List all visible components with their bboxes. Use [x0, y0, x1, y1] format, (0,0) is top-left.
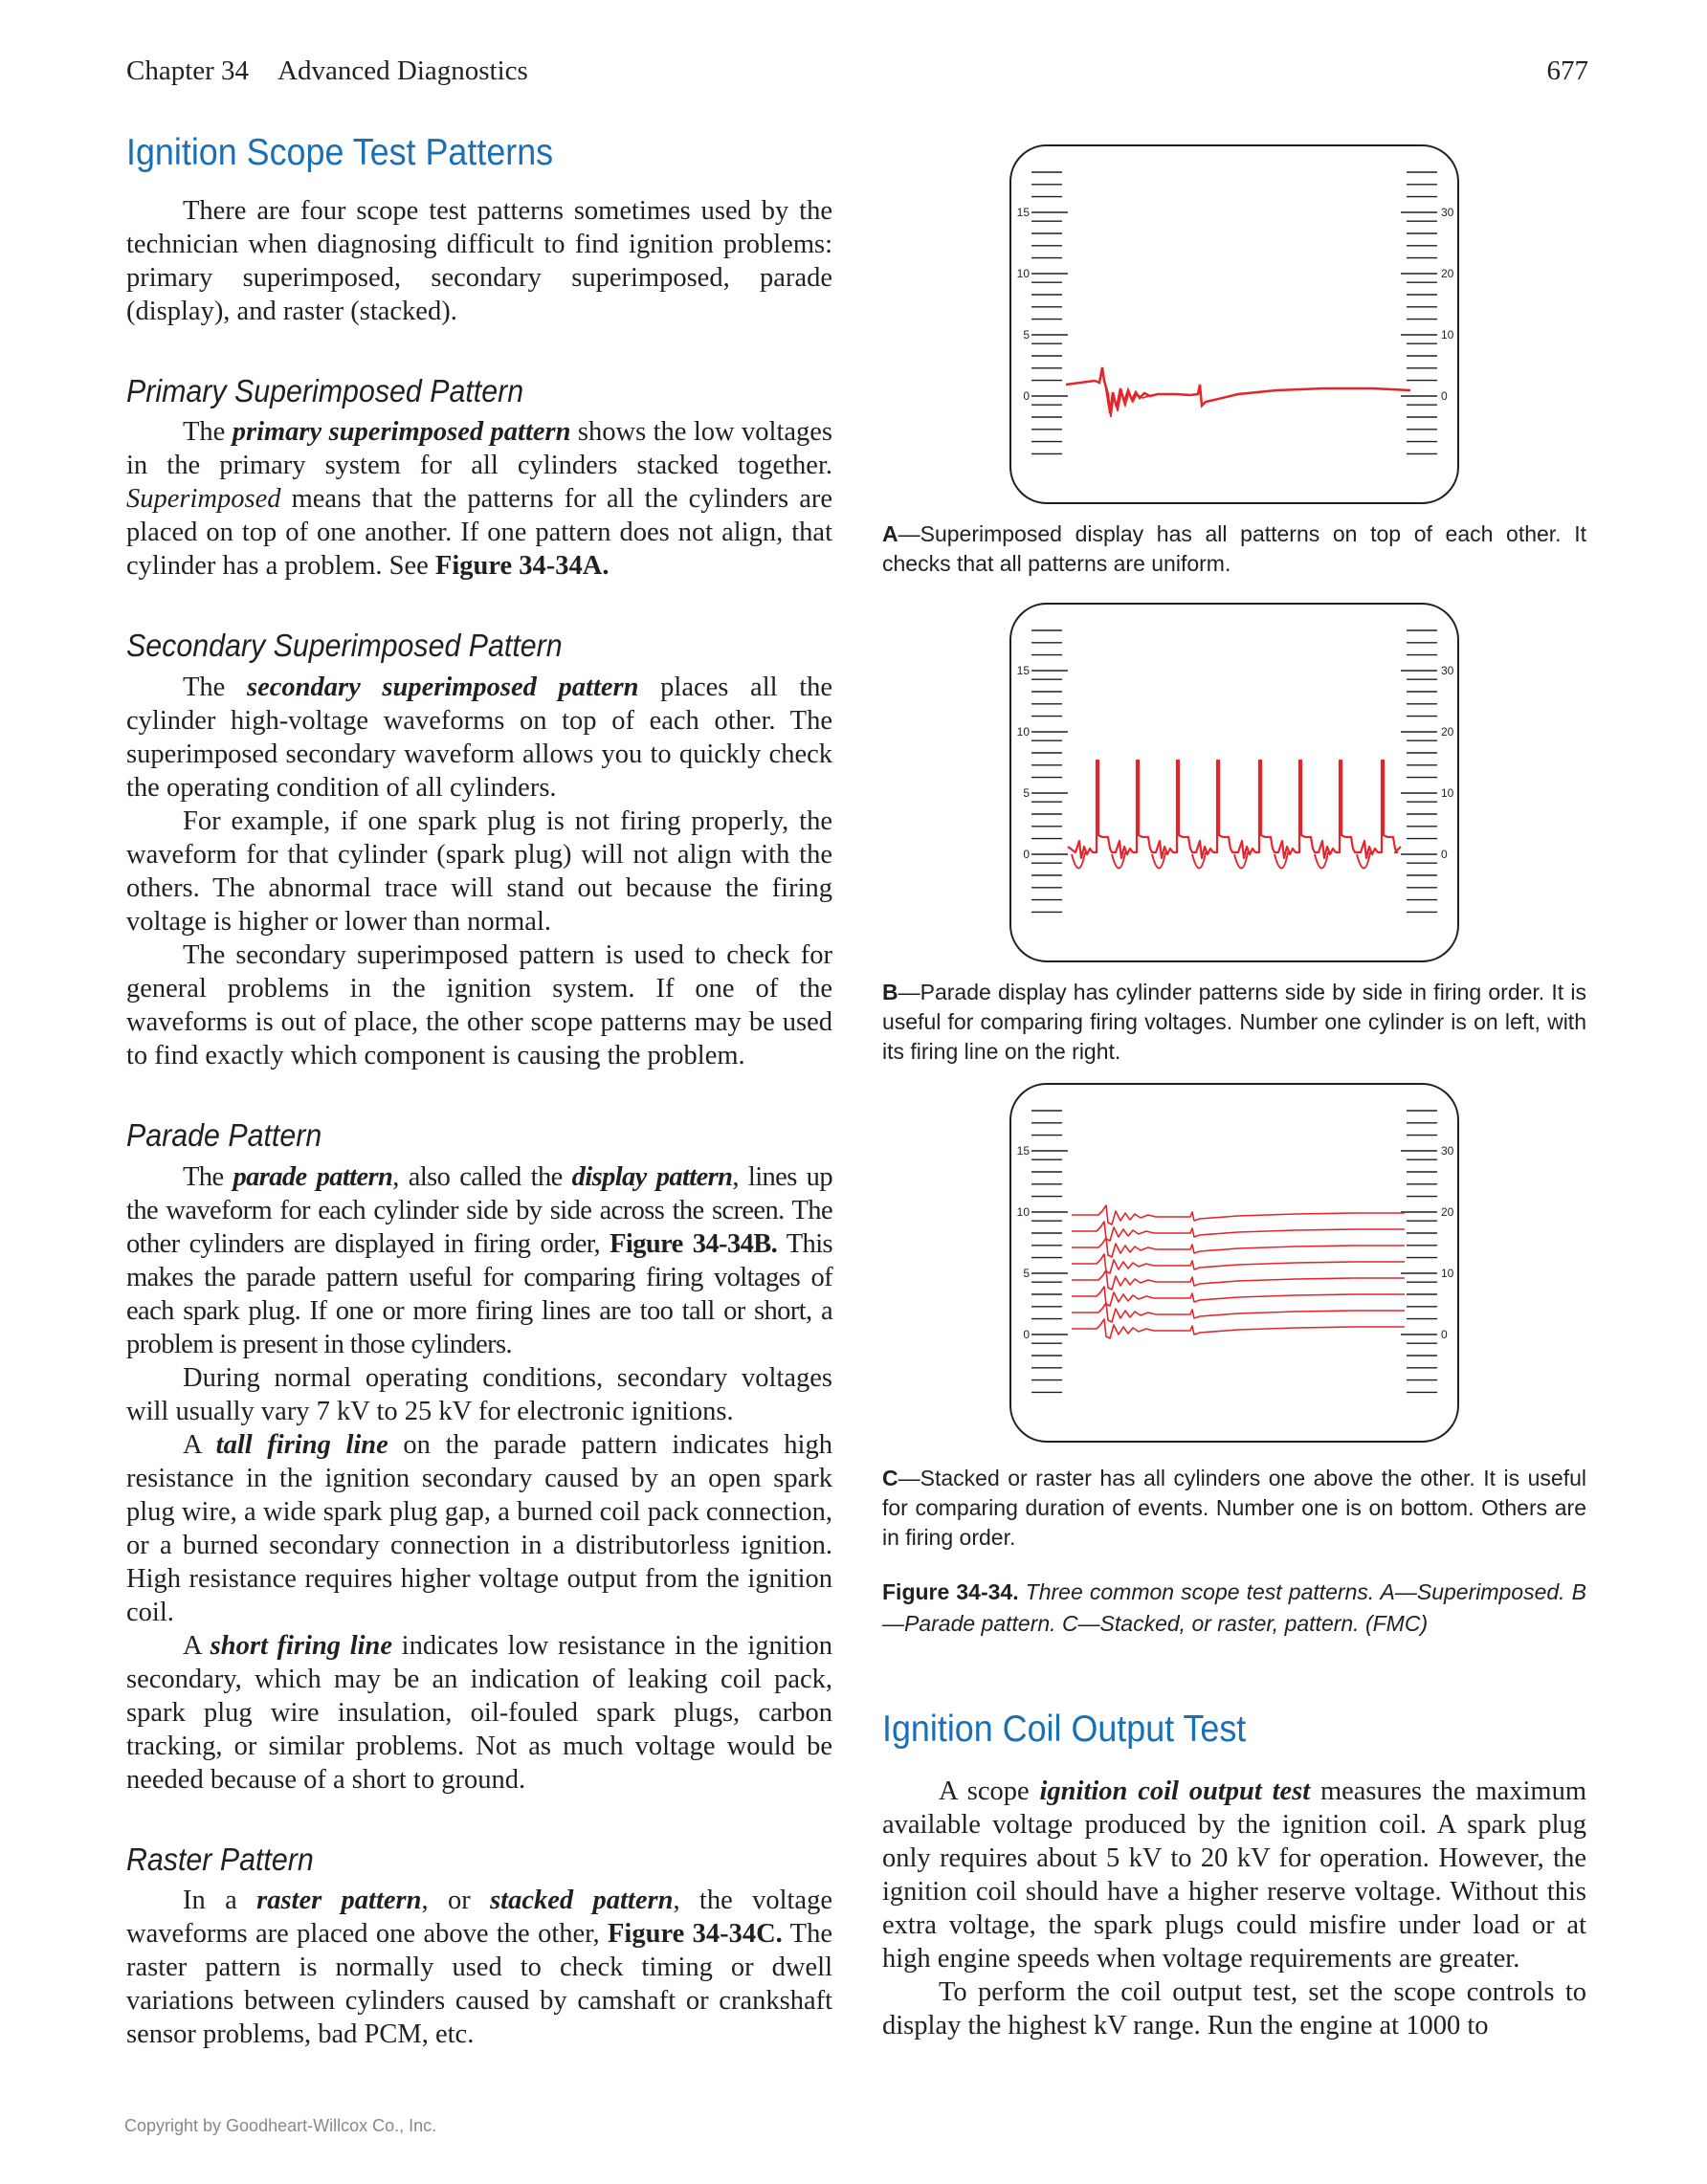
- term-stacked-pattern: stacked pattern: [490, 1886, 674, 1916]
- chapter-title: Advanced Diagnostics: [277, 55, 528, 86]
- term-tall-firing-line: tall firing line: [215, 1429, 388, 1460]
- figure-caption: Figure 34-34. Three common scope test patterns. A—Superimposed. B—Parade pattern. C—Stacked, or raster, pattern. (FMC): [882, 1579, 1586, 1636]
- subheading-raster: Raster Pattern: [126, 1841, 314, 1877]
- caption-c: C—Stacked or raster has all cylinders one above the other. It is useful for comparing duration of events. Number one is on bottom. Others are in firing order.: [882, 1466, 1586, 1550]
- subheading-primary: Primary Superimposed Pattern: [126, 372, 524, 408]
- scope-scale-label-right: 30: [1441, 1144, 1454, 1158]
- scope-scale-label-left: 10: [1016, 725, 1030, 739]
- scope-scale-label-right: 10: [1441, 786, 1454, 800]
- subheading-parade: Parade Pattern: [126, 1117, 322, 1154]
- parade-trace: [1068, 761, 1401, 869]
- secondary-paragraph-3: The secondary superimposed pattern is used to check for general problems in the ignition system. If one of the waveforms is out of place, the other scope patterns may be used to find exactly which component is causing the problem.: [126, 940, 832, 1071]
- figure-ref-34a: Figure 34-34A.: [434, 551, 610, 582]
- raster-trace: [1072, 1205, 1405, 1338]
- scope-scale-label-right: 30: [1441, 206, 1454, 219]
- scope-scale-label-right: 20: [1441, 725, 1454, 739]
- chapter-label: Chapter 34: [126, 55, 250, 86]
- term-display-pattern: display pattern: [571, 1161, 733, 1192]
- parade-paragraph-4: A short firing line indicates low resistance in the ignition secondary, which may be an indication of leaking coil pack, spark plug wire insulation, oil-fouled spark plugs, carbon tracking, or similar problems. Not as much voltage would be needed because of a short to ground.: [126, 1630, 832, 1795]
- scope-scale-label-left: 15: [1016, 664, 1030, 677]
- section-heading-scope-patterns: Ignition Scope Test Patterns: [126, 132, 554, 173]
- primary-paragraph: The primary superimposed pattern shows the low voltages in the primary system for all cylinders stacked together. Superimposed means that the patterns for all the cylinders are placed on top of one another. If one pattern does not align, that cylinder has a problem. See Figure 34-34A.: [126, 417, 833, 582]
- secondary-paragraph-1: The secondary superimposed pattern places all the cylinder high-voltage waveforms on top of each other. The superimposed secondary waveform allows you to quickly check the operating condition of all cylinders.: [126, 673, 833, 804]
- scope-raster-display: [1009, 1082, 1460, 1444]
- coil-paragraph-1: A scope ignition coil output test measures the maximum available voltage produced by the ignition coil. A spark plug only requires about 5 kV to 20 kV for operation. However, the ignition coil should have a higher reserve voltage. Without this extra voltage, the spark plugs could misfire under load or at high engine speeds when voltage requirements are greater.: [882, 1776, 1586, 1974]
- caption-a: A—Superimposed display has all patterns on top of each other. It checks that all patterns are uniform.: [882, 521, 1586, 576]
- scope-scale-label-left: 5: [1023, 328, 1030, 342]
- scope-scale-label-left: 10: [1016, 1205, 1030, 1219]
- scope-bezel: [1010, 1084, 1458, 1442]
- term-parade-pattern: parade pattern: [233, 1161, 393, 1192]
- scope-scale-label-right: 0: [1441, 389, 1448, 403]
- parade-paragraph-2: During normal operating conditions, secondary voltages will usually vary 7 kV to 25 kV for electronic ignitions.: [126, 1362, 832, 1426]
- coil-output-section: [882, 1709, 1586, 2042]
- scope-scale-label-left: 10: [1016, 267, 1030, 280]
- subheading-secondary: Secondary Superimposed Pattern: [126, 628, 563, 664]
- figure-ref-34b: Figure 34-34B.: [610, 1228, 778, 1259]
- scope-scale-label-right: 10: [1441, 328, 1454, 342]
- term-primary-superimposed: primary superimposed pattern: [232, 417, 571, 448]
- copyright-footer: Copyright by Goodheart-Willcox Co., Inc.: [124, 2116, 437, 2135]
- parade-paragraph-1: The parade pattern, also called the display pattern, lines up the waveform for each cylinder side by side across the screen. The other cylinders are displayed in firing order, Figure 34-34B. This makes the parade pattern useful for comparing firing voltages of each spark plug. If one or more firing lines are too tall or short, a problem is present in those cylinders.: [126, 1161, 833, 1359]
- secondary-paragraph-2: For example, if one spark plug is not firing properly, the waveform for that cylinder (spark plug) will not align with the others. The abnormal trace will stand out because the firing voltage is higher or lower than normal.: [126, 806, 832, 938]
- term-short-firing-line: short firing line: [210, 1630, 393, 1661]
- figure-label: Figure 34-34.: [882, 1579, 1019, 1604]
- page-number: 677: [1546, 55, 1588, 86]
- scope-scale-label-right: 0: [1441, 1328, 1448, 1341]
- term-secondary-superimposed: secondary superimposed pattern: [246, 673, 639, 703]
- term-ignition-coil-output-test: ignition coil output test: [1039, 1776, 1311, 1806]
- scope-scale-label-left: 5: [1023, 1267, 1030, 1280]
- caption-b: B—Parade display has cylinder patterns side by side in firing order. It is useful for comparing firing voltages. Number one cylinder is on left, with its firing line on the right.: [882, 980, 1586, 1064]
- scope-scale-label-right: 20: [1441, 1205, 1454, 1219]
- superimposed-trace: [1066, 367, 1410, 413]
- running-header: [126, 55, 528, 87]
- scope-scale-label-left: 15: [1016, 1144, 1030, 1158]
- scope-parade-display: [1009, 602, 1460, 963]
- scope-scale-label-right: 0: [1441, 848, 1448, 861]
- section-heading-coil-output: Ignition Coil Output Test: [882, 1709, 1247, 1750]
- scope-scale-label-left: 0: [1023, 848, 1030, 861]
- scope-bezel: [1010, 145, 1458, 503]
- scope-scale-label-left: 0: [1023, 389, 1030, 403]
- coil-paragraph-2: To perform the coil output test, set the scope controls to display the highest kV range. Run the engine at 1000 to: [882, 1976, 1586, 2041]
- scope-scale-label-left: 0: [1023, 1328, 1030, 1341]
- scope-bezel: [1010, 604, 1458, 961]
- scope-scale-label-right: 10: [1441, 1267, 1454, 1280]
- raster-paragraph: In a raster pattern, or stacked pattern, the voltage waveforms are placed one above the other, Figure 34-34C. The raster pattern is normally used to check timing or dwell variations between cylinders caused by camshaft or crankshaft sensor problems, bad PCM, etc.: [126, 1886, 832, 2050]
- scope-scale-label-left: 5: [1023, 786, 1030, 800]
- scope-scale-label-left: 15: [1016, 206, 1030, 219]
- scope-scale-label-right: 30: [1441, 664, 1454, 677]
- left-column: [126, 132, 832, 2051]
- scope-scale-label-right: 20: [1441, 267, 1454, 280]
- figure-ref-34c: Figure 34-34C.: [608, 1919, 783, 1950]
- scope-superimposed-display: [1009, 143, 1460, 505]
- term-raster-pattern: raster pattern: [256, 1886, 422, 1916]
- parade-paragraph-3: A tall firing line on the parade pattern indicates high resistance in the ignition secondary caused by an open spark plug wire, a wide spark plug gap, a burned coil pack connection, or a burned secondary connection in a distributorless ignition. High resistance requires higher voltage output from the ignition coil.: [126, 1429, 832, 1627]
- intro-paragraph: There are four scope test patterns sometimes used by the technician when diagnosing difficult to find ignition problems: primary superimposed, secondary superimposed, parade (display), and raster (stacked).: [126, 195, 832, 326]
